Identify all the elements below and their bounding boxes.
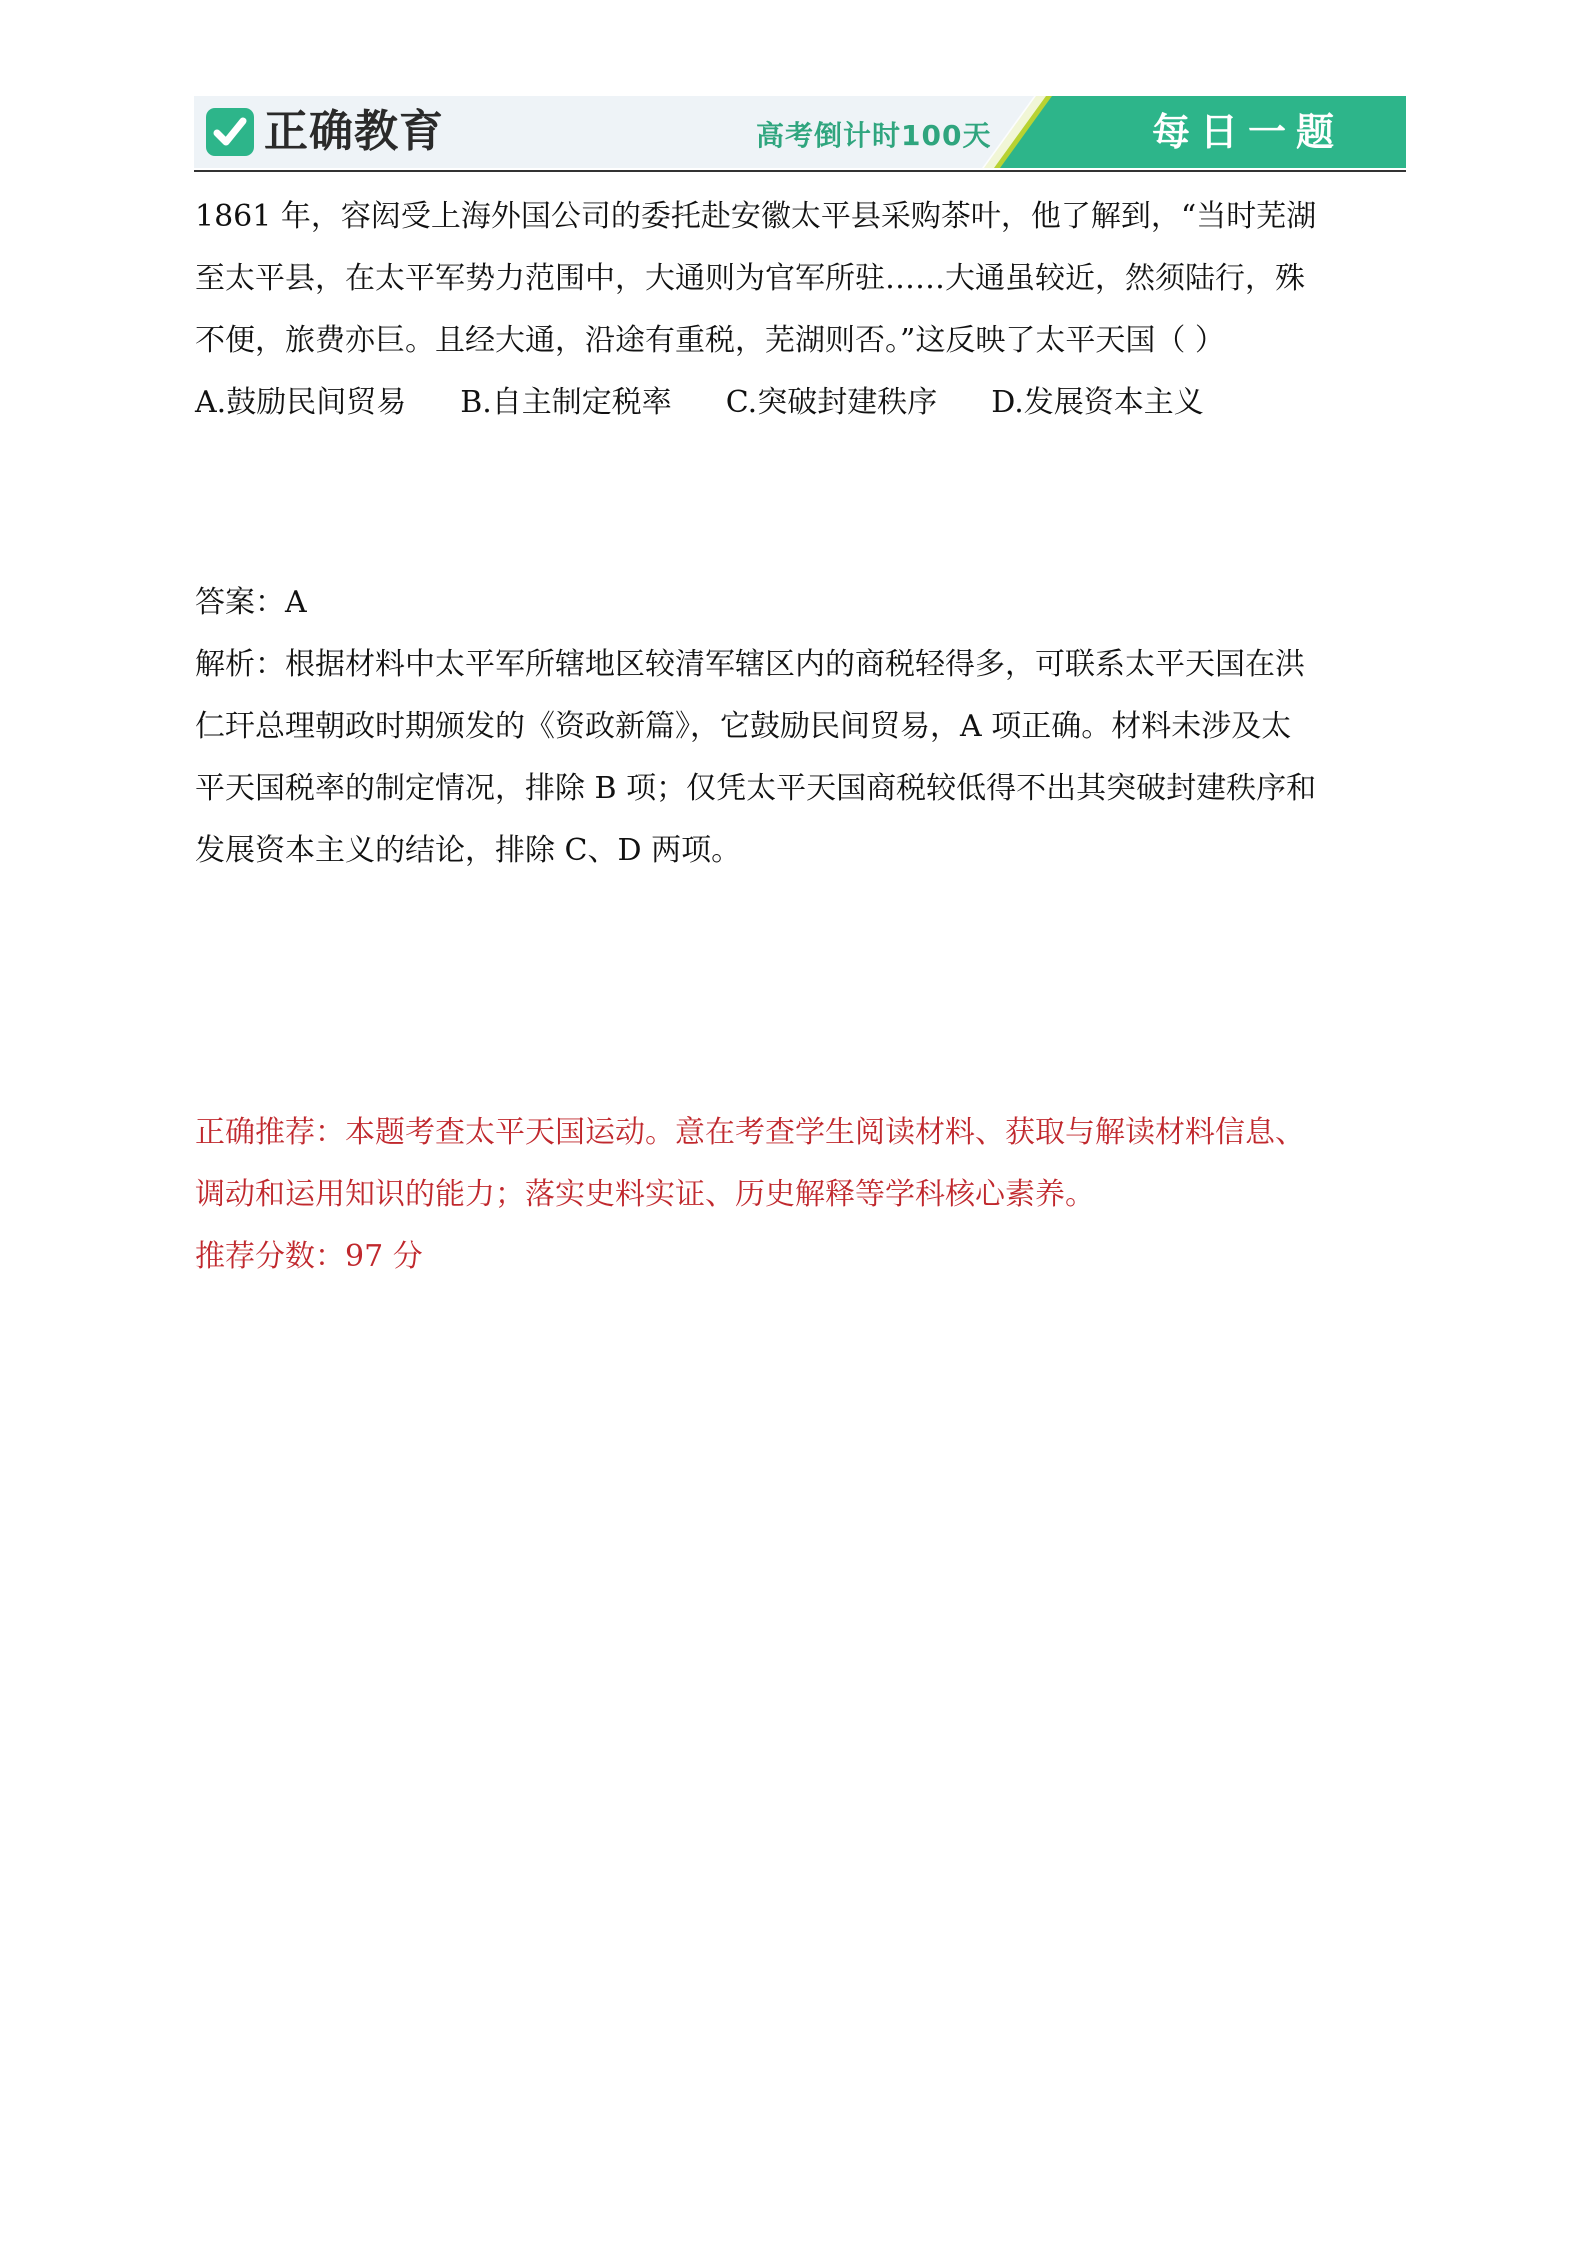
daily-question-title: 每日一题 — [1152, 110, 1345, 154]
analysis-line: 解析：根据材料中太平军所辖地区较清军辖区内的商税轻得多，可联系太平天国在洪 — [195, 647, 1305, 682]
option-b: B.自主制定税率 — [460, 385, 672, 420]
question-line: 1861 年，容闳受上海外国公司的委托赴安徽太平县采购茶叶，他了解到，“当时芜湖 — [195, 199, 1317, 234]
analysis-text — [195, 634, 1395, 882]
question-line: 不便，旅费亦巨。且经大通，沿途有重税，芜湖则否。”这反映了太平天国（ ） — [195, 323, 1225, 358]
score-line: 推荐分数：97 分 — [195, 1239, 423, 1274]
question-line: 至太平县，在太平军势力范围中，大通则为官军所驻……大通虽较近，然须陆行，殊 — [195, 261, 1305, 296]
answer-line: 答案：A — [195, 585, 307, 620]
checkmark-logo-icon — [206, 108, 254, 156]
header-banner — [194, 96, 1406, 168]
recommendation-line: 正确推荐：本题考查太平天国运动。意在考查学生阅读材料、获取与解读材料信息、 — [195, 1115, 1305, 1150]
option-d: D.发展资本主义 — [991, 385, 1204, 420]
option-a: A.鼓励民间贸易 — [195, 385, 407, 420]
answer-options — [195, 372, 1395, 434]
analysis-line: 仁玕总理朝政时期颁发的《资政新篇》，它鼓励民间贸易，A 项正确。材料未涉及太 — [195, 709, 1292, 744]
recommended-score — [195, 1226, 1395, 1288]
recommendation-line: 调动和运用知识的能力；落实史料实证、历史解释等学科核心素养。 — [195, 1177, 1095, 1212]
header-divider — [194, 170, 1406, 172]
question-text — [195, 186, 1395, 372]
analysis-line: 平天国税率的制定情况，排除 B 项；仅凭太平天国商税较低得不出其突破封建秩序和 — [195, 771, 1317, 806]
answer-text — [195, 572, 1395, 634]
brand-name: 正确教育 — [264, 106, 444, 157]
option-c: C.突破封建秩序 — [725, 385, 938, 420]
analysis-line: 发展资本主义的结论，排除 C、D 两项。 — [195, 833, 742, 868]
recommendation-text — [195, 1102, 1395, 1226]
countdown-text: 高考倒计时100天 — [756, 119, 992, 152]
